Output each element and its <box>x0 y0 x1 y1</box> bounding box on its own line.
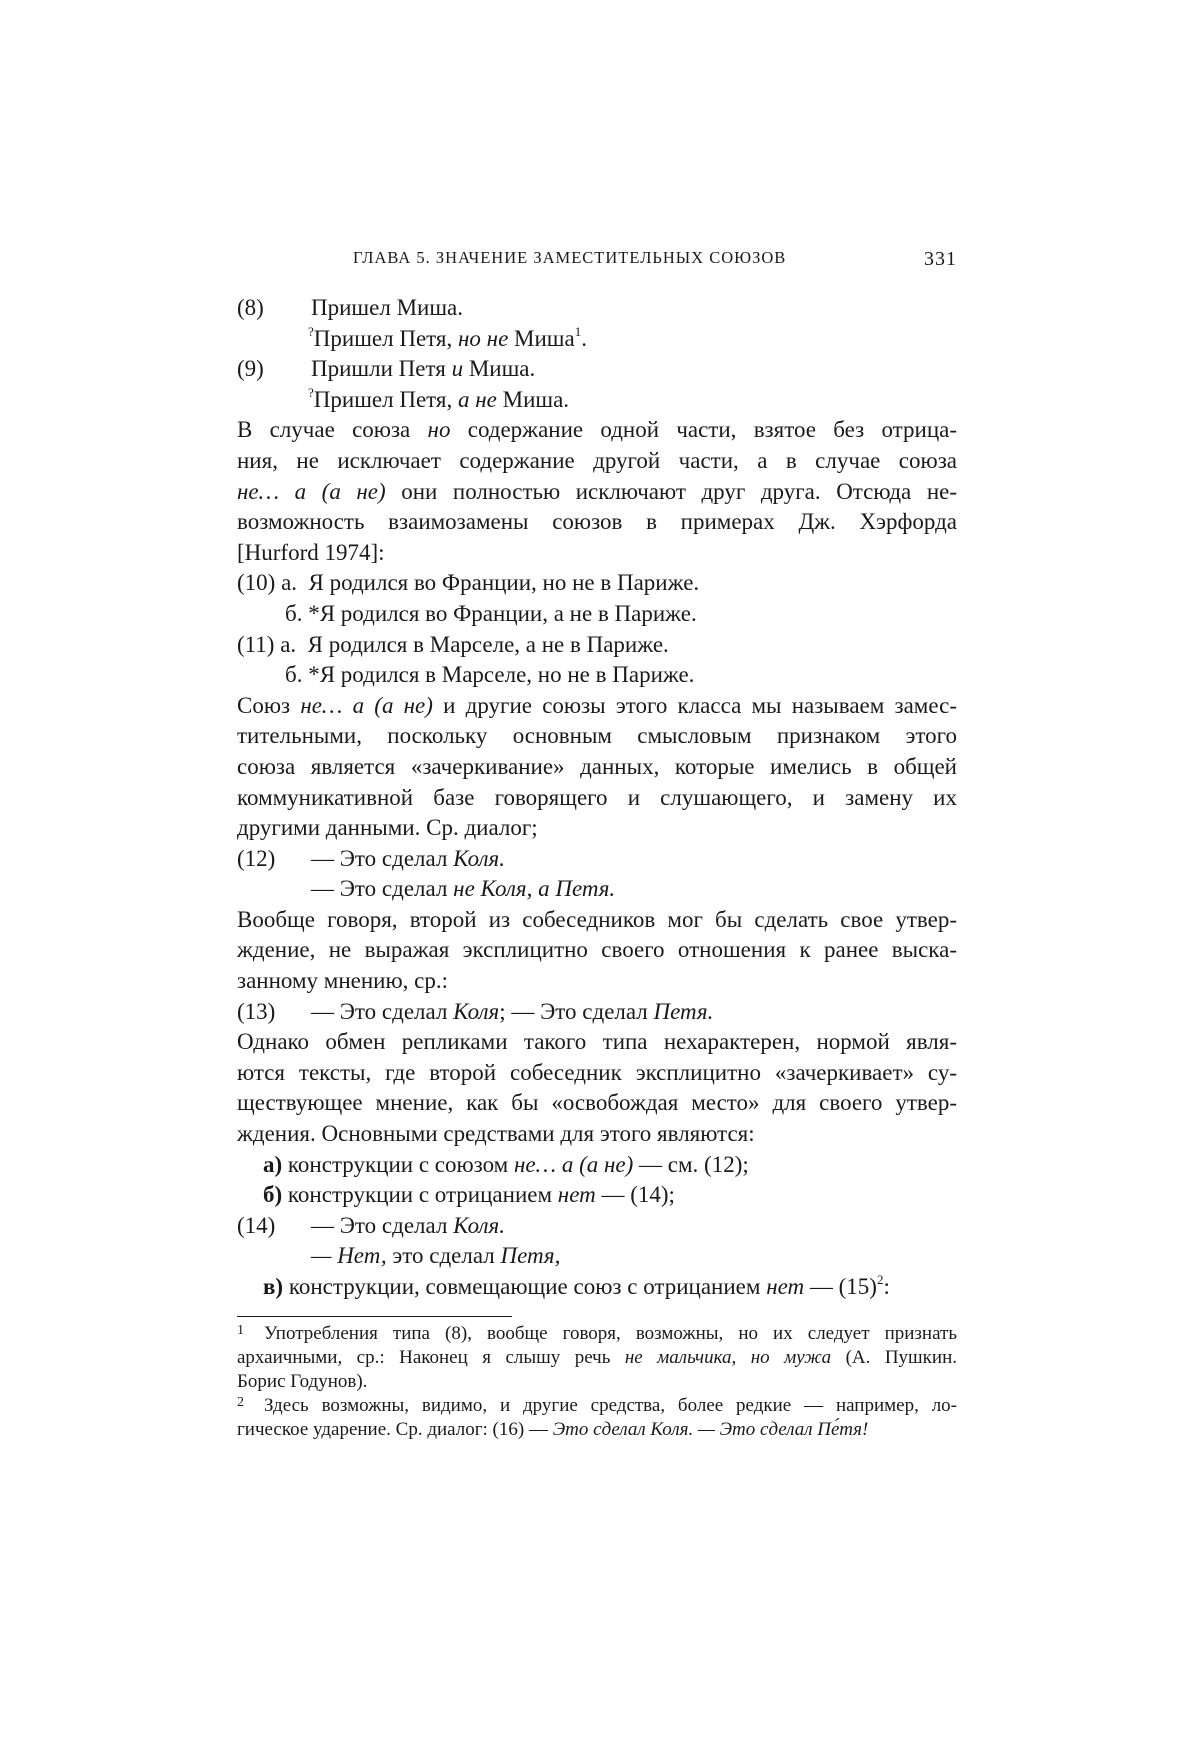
text-span: — Это сделал <box>311 876 454 902</box>
text-span: — (14); <box>595 1182 675 1208</box>
example-12-line-2 <box>237 874 957 905</box>
question-mark: ? <box>308 323 314 339</box>
paragraph-line <box>237 691 957 722</box>
example-number: (14) <box>237 1212 276 1238</box>
text-span: Миша. <box>496 386 570 412</box>
text-span: Пришел Петя, <box>313 386 458 412</box>
example-text <box>311 844 505 875</box>
text-span: (А. Пушкин. <box>831 1347 957 1368</box>
paragraph-line: ществующее мнение, как бы «освобождая место» для своего утвер- <box>237 1090 957 1116</box>
text-span: . <box>581 325 587 351</box>
example-8-line-2 <box>237 324 957 355</box>
page-number: 331 <box>924 248 957 270</box>
list-marker: в) <box>263 1274 284 1299</box>
example-11a: (11) а. Я родился в Марселе, а не в Париже. <box>237 631 669 657</box>
footnote-ref-2[interactable]: 2 <box>876 1272 884 1287</box>
italic-span: не… а (а не) <box>237 478 386 504</box>
example-11b: б. *Я родился в Марселе, но не в Париже. <box>285 662 695 688</box>
paragraph-line: Вообще говоря, второй из собеседников мог бы сделать свое утвер- <box>237 906 957 932</box>
example-number: (9) <box>237 356 264 382</box>
text-span: — см. (12); <box>633 1151 749 1177</box>
italic-span: не Коля, а Петя. <box>453 876 616 902</box>
text-span: : <box>883 1274 890 1299</box>
text-span: — Это сделал <box>311 998 454 1024</box>
example-13 <box>237 997 957 1028</box>
text-span: Миша <box>508 325 575 351</box>
text-span: Пришел Петя, <box>313 325 458 351</box>
italic-span: не… а (а не) <box>514 1151 634 1177</box>
footnote-number: 2 <box>237 1395 244 1410</box>
paragraph-line: другими данными. Ср. диалог; <box>237 815 538 841</box>
text-span: ; — Это сделал <box>499 998 654 1024</box>
list-item-a <box>237 1150 957 1181</box>
text-span: архаичными, ср.: Наконец я слышу речь <box>237 1347 625 1368</box>
footnote-text: Употребления типа (8), вообще говоря, возможны, но их следует признать <box>264 1323 957 1344</box>
paragraph-line: коммуникативной базе говорящего и слушающего, и замену их <box>237 784 957 810</box>
italic-span: не… а (а не) <box>300 692 433 718</box>
text-span: конструкции с отрицанием <box>282 1182 558 1208</box>
paragraph-line: Однако обмен репликами такого типа нехарактерен, нормой явля- <box>237 1029 957 1055</box>
list-item-c <box>237 1272 957 1303</box>
text-span: Пришли Петя <box>311 356 452 382</box>
text-span: гическое ударение. Ср. диалог: (16) — <box>237 1419 553 1440</box>
italic-span: а не <box>458 386 497 412</box>
example-10b: б. *Я родился во Франции, а не в Париже. <box>285 600 697 626</box>
paragraph-line: союза является «зачеркивание» данных, которые имелись в общей <box>237 753 957 779</box>
paragraph-line: занному мнению, ср.: <box>237 968 448 994</box>
italic-span: Коля <box>453 998 500 1024</box>
chapter-title: ГЛАВА 5. ЗНАЧЕНИЕ ЗАМЕСТИТЕЛЬНЫХ СОЮЗОВ <box>353 248 787 267</box>
text-span: — Это сделал <box>311 1212 454 1238</box>
footnotes <box>237 1322 957 1442</box>
footnote-2-line-1 <box>237 1394 957 1418</box>
paragraph-line: [Hurford 1974]: <box>237 539 385 565</box>
paragraph-line <box>237 415 957 446</box>
example-9-line-1 <box>237 354 957 385</box>
example-number: (13) <box>237 998 276 1024</box>
text-span: — (15) <box>804 1274 877 1299</box>
book-page <box>237 0 957 1738</box>
italic-span: Коля. <box>453 845 505 871</box>
footnote-separator <box>237 1316 512 1317</box>
example-10a: (10) а. Я родился во Франции, но не в Париже. <box>237 570 700 596</box>
example-number: (12) <box>237 845 276 871</box>
italic-span: — Нет, <box>311 1243 387 1269</box>
example-14-line-1 <box>237 1211 957 1242</box>
main-text <box>237 293 957 1303</box>
question-mark: ? <box>308 384 314 400</box>
italic-span: нет <box>557 1182 596 1208</box>
example-text <box>311 1211 505 1242</box>
example-12-line-1 <box>237 844 957 875</box>
example-9-line-2 <box>237 385 957 416</box>
list-marker: б) <box>263 1182 283 1208</box>
italic-span: но не <box>458 325 509 351</box>
list-item-b <box>237 1180 957 1211</box>
example-text <box>311 354 535 385</box>
example-14-line-2 <box>237 1241 957 1272</box>
footnote-number: 1 <box>237 1323 244 1338</box>
example-text: Пришел Миша. <box>311 295 463 320</box>
example-8-line-1 <box>237 293 957 324</box>
footnote-text: Здесь возможны, видимо, и другие средства, более редкие — например, ло- <box>264 1395 957 1416</box>
italic-span: но <box>427 417 451 443</box>
text-span: В случае союза <box>237 417 428 443</box>
paragraph-line: ются тексты, где второй собеседник эксплицитно «зачеркивает» су- <box>237 1059 957 1085</box>
footnote-1-line-3: Борис Годунов). <box>237 1371 368 1392</box>
text-span: они полностью исключают друг друга. Отсюда не- <box>385 478 957 504</box>
example-number: (8) <box>237 295 264 320</box>
list-marker: а) <box>263 1151 283 1177</box>
text-span: Миша. <box>463 356 536 382</box>
paragraph-line: возможность взаимозамены союзов в примерах Дж. Хэрфорда <box>237 509 957 535</box>
italic-span: Это сделал Коля. — Это сделал Пе́тя! <box>552 1419 869 1440</box>
paragraph-line: ния, не исключает содержание другой части, а в случае союза <box>237 447 957 473</box>
paragraph-line: ждения. Основными средствами для этого являются: <box>237 1121 755 1147</box>
footnote-ref-1[interactable]: 1 <box>574 323 582 339</box>
text-span: конструкции, совмещающие союз с отрицанием <box>283 1274 767 1299</box>
text-span: конструкции с союзом <box>282 1151 514 1177</box>
paragraph-line <box>237 477 957 508</box>
text-span: это сделал <box>386 1243 501 1269</box>
paragraph-line: тительными, поскольку основным смысловым признаком этого <box>237 723 957 749</box>
italic-span: нет <box>766 1274 805 1299</box>
running-header <box>237 248 957 272</box>
italic-span: Петя. <box>653 998 714 1024</box>
text-span: и другие союзы этого класса мы называем замес- <box>432 692 957 718</box>
text-span: — Это сделал <box>311 845 454 871</box>
footnote-1-line-1 <box>237 1322 957 1346</box>
italic-span: не мальчика, но мужа <box>624 1347 832 1368</box>
footnote-2-line-2 <box>237 1418 957 1442</box>
text-span: содержание одной части, взятое без отрица- <box>450 417 957 443</box>
italic-span: и <box>451 356 464 382</box>
example-text <box>311 997 713 1028</box>
italic-span: Коля. <box>453 1212 505 1238</box>
footnote-1-line-2 <box>237 1346 957 1370</box>
italic-span: Петя, <box>500 1243 561 1269</box>
paragraph-line: ждение, не выражая эксплицитно своего отношения к ранее выска- <box>237 937 957 963</box>
text-span: Союз <box>237 692 301 718</box>
